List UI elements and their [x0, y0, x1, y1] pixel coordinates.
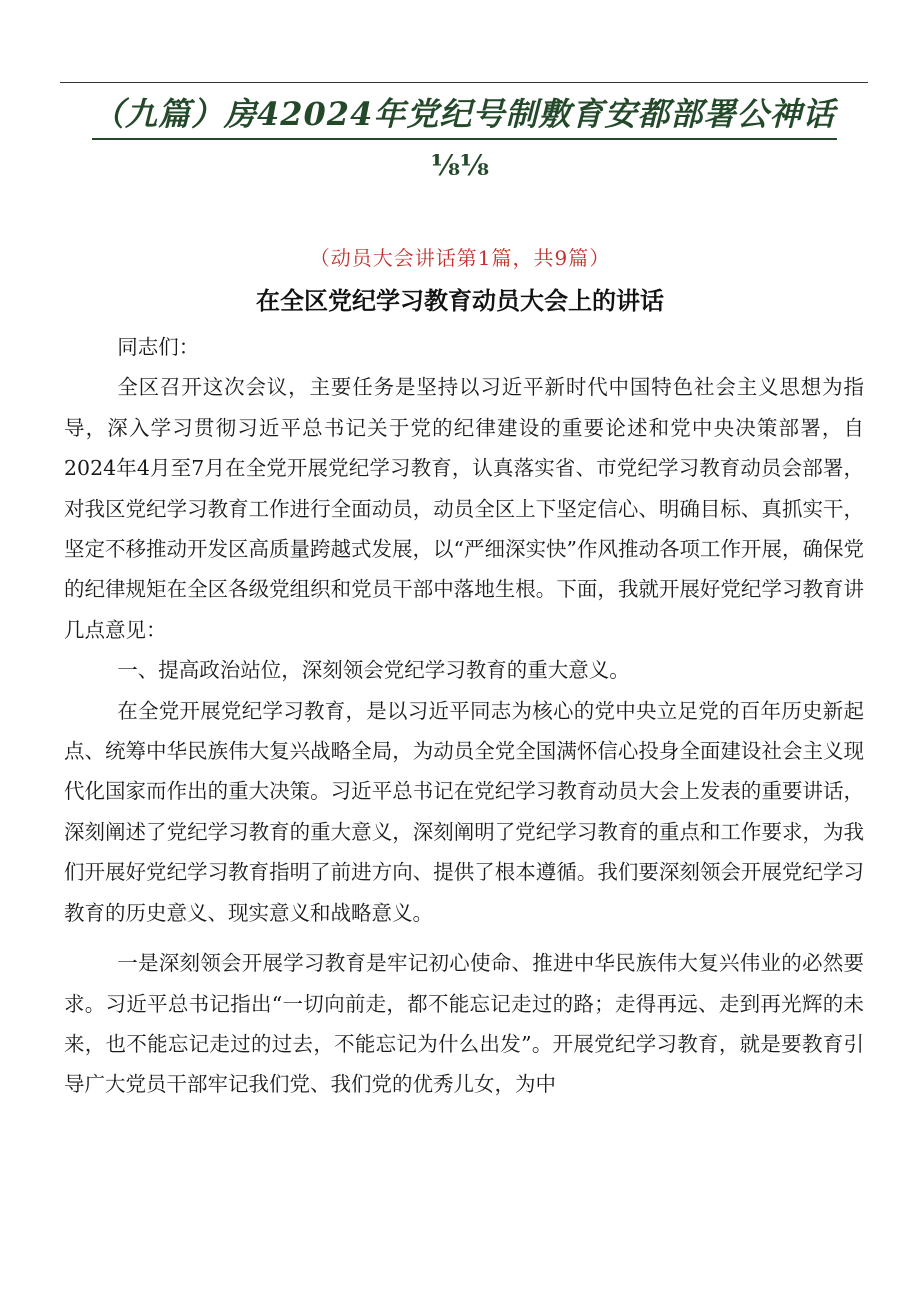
article-title: 在全区党纪学习教育动员大会上的讲话 [256, 287, 664, 315]
article-ordinal: （动员大会讲话第1篇，共9篇） [309, 246, 611, 270]
salutation: 同志们： [117, 335, 200, 359]
paragraph-intro: 全区召开这次会议，主要任务是坚持以习近平新时代中国特色社会主义思想为指导，深入学习贯彻习近平总书记关于党的纪律建设的重要论述和党中央决策部署，自2024年4月至7月在全党开展党纪学习教育，认真落实省、市党纪学习教育动员会部署，对我区党纪学习教育工作进行全面动员，动员全区上下坚定信心、明确目标、真抓实干，坚定不移推动开发区高质量跨越式发展，以“严细深实快”作风推动各项工作开展，确保党的纪律规矩在全区各级党组织和党员干部中落地生根。下面，我就开展好党纪学习教育讲几点意见： [64, 375, 864, 642]
section-heading-1: 一、提高政治站位，深刻领会党纪学习教育的重大意义。 [117, 658, 630, 683]
document-title: （九篇）房42024年党纪号制敷育安都部署公神话 [92, 92, 837, 140]
top-rule [60, 82, 868, 83]
document-subtitle: ⅛⅛ [431, 149, 489, 182]
paragraph-significance: 在全党开展党纪学习教育，是以习近平同志为核心的党中央立足党的百年历史新起点、统筹中华民族伟大复兴战略全局，为动员全党全国满怀信心投身全面建设社会主义现代化国家而作出的重大决策。习近平总书记在党纪学习教育动员大会上发表的重要讲话，深刻阐述了党纪学习教育的重大意义，深刻阐明了党纪学习教育的重点和工作要求，为我们开展好党纪学习教育指明了前进方向、提供了根本遵循。我们要深刻领会开展党纪学习教育的历史意义、现实意义和战略意义。 [64, 698, 864, 925]
paragraph-point-1: 一是深刻领会开展学习教育是牢记初心使命、推进中华民族伟大复兴伟业的必然要求。习近平总书记指出“一切向前走，都不能忘记走过的路；走得再远、走到再光辉的未来，也不能忘记走过的过去，不能忘记为什么出发”。开展党纪学习教育，就是要教育引导广大党员干部牢记我们党、我们党的优秀儿女，为中 [64, 951, 864, 1097]
article-body [64, 327, 864, 1105]
